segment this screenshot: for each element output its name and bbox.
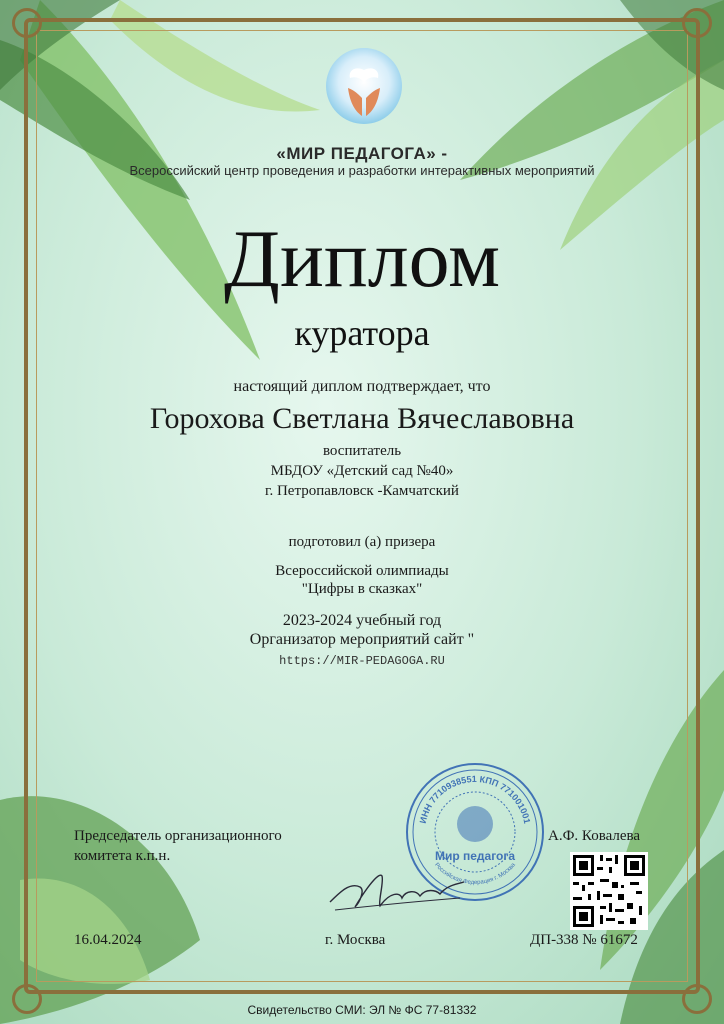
- org-name: «МИР ПЕДАГОГА» -: [276, 144, 448, 163]
- diploma-subtitle: куратора: [294, 313, 430, 353]
- prepared-text: подготовил (а) призера: [288, 534, 436, 550]
- chair-line-1: Председатель организационного: [74, 828, 282, 844]
- frame-corner-ornament: [682, 8, 712, 38]
- issue-city: г. Москва: [325, 932, 386, 948]
- signature: [320, 862, 470, 922]
- recipient-name: Горохова Светлана Вячеславовна: [149, 402, 575, 435]
- institution-text: МБДОУ «Детский сад №40»: [270, 463, 454, 479]
- mir-pedagoga-logo: [326, 48, 402, 124]
- school-year: 2023-2024 учебный год: [282, 612, 442, 629]
- diploma-number: ДП-338 № 61672: [530, 932, 638, 948]
- seal-bottom-text: Российская Федерация г. Москва: [433, 862, 517, 887]
- event-line-2: "Цифры в сказках": [301, 581, 423, 597]
- position-text: воспитатель: [322, 443, 402, 459]
- issue-date: 16.04.2024: [74, 932, 142, 948]
- event-line-1: Всероссийской олимпиады: [275, 563, 449, 579]
- city-text: г. Петропавловск -Камчатский: [265, 483, 459, 499]
- confirm-text: настоящий диплом подтверждает, что: [233, 378, 491, 395]
- media-registration: Свидетельство СМИ: ЭЛ № ФС 77-81332: [247, 1003, 477, 1017]
- seal-center-text: Мир педагога: [434, 849, 516, 863]
- frame-corner-ornament: [12, 8, 42, 38]
- qr-code[interactable]: [570, 852, 648, 930]
- signer-name: А.Ф. Ковалева: [548, 828, 641, 844]
- organizer-text: Организатор мероприятий сайт ": [249, 631, 475, 648]
- diploma-title: Диплом: [224, 213, 500, 304]
- org-tagline: Всероссийский центр проведения и разработки интерактивных мероприятий: [129, 163, 595, 178]
- seal-top-text: ИНН 7710938551 КПП 771001001: [417, 773, 533, 825]
- site-url[interactable]: https://MIR-PEDAGOGA.RU: [279, 654, 445, 668]
- chair-line-2: комитета к.п.н.: [74, 848, 171, 864]
